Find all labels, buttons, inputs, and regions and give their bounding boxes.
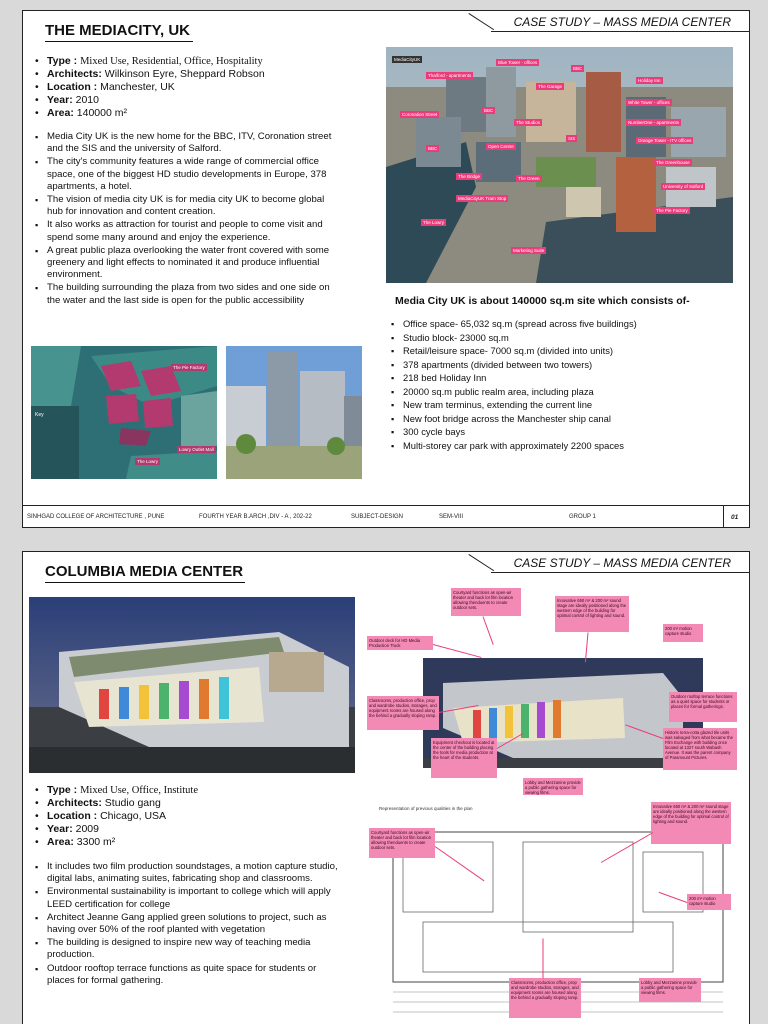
aerial-tag: BBC bbox=[428, 146, 438, 151]
info-area: • Area: 3300 m² bbox=[35, 836, 355, 849]
map-label: The Pie Factory bbox=[173, 365, 205, 370]
plaza-photo bbox=[226, 346, 362, 479]
aerial-tag: The Lowry bbox=[423, 220, 445, 225]
aerial-tag: Open Centre bbox=[488, 144, 514, 149]
footer-group: GROUP 1 bbox=[569, 514, 596, 520]
footer-subject: SUBJECT-DESIGN bbox=[351, 514, 404, 520]
map-label: The Lowry bbox=[137, 459, 159, 464]
info-architects: • Architects: Studio gang bbox=[35, 797, 355, 810]
mediacity-description-list bbox=[35, 131, 341, 308]
info-year: • Year: 2009 bbox=[35, 823, 355, 836]
plan-title: Representation of previous qualities in the plan bbox=[379, 806, 473, 811]
plaza-photo-graphic bbox=[226, 346, 362, 479]
aerial-tag: The Green bbox=[518, 176, 540, 181]
aerial-tag: SIS bbox=[568, 136, 576, 141]
info-year: • Year: 2010 bbox=[35, 94, 365, 107]
info-area: • Area: 140000 m² bbox=[35, 107, 365, 120]
header-diagonal bbox=[468, 13, 494, 30]
columbia-description-list bbox=[35, 861, 345, 988]
columbia-night-render bbox=[29, 597, 355, 773]
footer-college: SINHGAD COLLEGE OF ARCHITECTURE , PUNE bbox=[27, 514, 165, 520]
list-item: ▪ Office space- 65,032 sq.m (spread across five buildings) bbox=[391, 318, 731, 331]
case-study-label: CASE STUDY – MASS MEDIA CENTER bbox=[513, 15, 731, 29]
list-item: ▪ 378 apartments (divided between two towers) bbox=[391, 359, 731, 372]
aerial-tag: Marketing Suite bbox=[513, 248, 545, 253]
callout-box: Outdoor rooftop terrace functions as a quiet space for students or places for formal gatherings. bbox=[669, 692, 737, 722]
footer-semester: SEM-VIII bbox=[439, 514, 464, 520]
slide-footer bbox=[23, 505, 749, 528]
callout-box: Innovative 650 m² & 200 m² sound stage are ideally positioned along the western edge of the building for optimal control of lighting and sound. bbox=[555, 596, 629, 632]
callout-box: Courtyard functions as open-air theater and back lot film location allowing thenduents to create outdoor sets. bbox=[369, 828, 435, 858]
case-study-label: CASE STUDY – MASS MEDIA CENTER bbox=[513, 556, 731, 570]
list-item: ▪ The city's community features a wide range of commercial office space, one of the biggest HD studio developments in Europe, 378 apartments, a hotel. bbox=[35, 156, 341, 193]
aerial-tag: Orange Tower - ITV offices bbox=[638, 138, 692, 143]
slide-mediacity bbox=[22, 10, 750, 528]
annotated-render bbox=[363, 588, 741, 796]
title-underline bbox=[45, 41, 193, 42]
info-architects: • Architects: Wilkinson Eyre, Sheppard Robson bbox=[35, 68, 365, 81]
site-map-image bbox=[31, 346, 217, 479]
slide-title: COLUMBIA MEDIA CENTER bbox=[45, 563, 244, 580]
project-info-list bbox=[35, 784, 355, 849]
floor-plan-image bbox=[363, 802, 741, 1024]
list-item: ▪ Media City UK is the new home for the BBC, ITV, Coronation street and the SIS and the university of Salford. bbox=[35, 131, 341, 155]
list-item: ▪ Architect Jeanne Gang applied green solutions to project, such as having over 50% of the roof planted with vegetation bbox=[35, 912, 345, 936]
footer-page-number: 01 bbox=[731, 514, 739, 521]
aerial-tag: Coronation Street bbox=[402, 112, 438, 117]
aerial-tag: Blue Tower - offices bbox=[498, 60, 538, 65]
summary-title: Media City UK is about 140000 sq.m site which consists of- bbox=[395, 295, 690, 307]
mediacity-aerial-photo bbox=[386, 47, 733, 283]
list-item: ▪ New foot bridge across the Manchester ship canal bbox=[391, 413, 731, 426]
aerial-tag: BBC bbox=[573, 66, 583, 71]
callout-box: Historic terra-cotta glazed tile units was salvaged from what became the Film Exchange with building once located at 1327 south Wabash Avenue. It was the parent company of Paramount Pictures. bbox=[663, 728, 737, 770]
info-type: • Type : Mixed Use, Residential, Office, Hospitality bbox=[35, 55, 365, 68]
callout-box: 200 m² motion capture studio bbox=[663, 624, 703, 642]
map-key-title: Key bbox=[35, 412, 44, 418]
site-components-list bbox=[391, 318, 731, 453]
callout-box: Lobby and Mezzanine provide a public gathering space for viewing films. bbox=[639, 978, 701, 1002]
callout-box: Classrooms, production office, prop and wardrobe studios, storages, and equipment rooms are housed along the behind a gradually sloping ramp. bbox=[509, 978, 581, 1018]
map-label: Lowry Outlet Mall bbox=[179, 447, 214, 452]
aerial-tag: BBC bbox=[484, 108, 494, 113]
list-item: ▪ 20000 sq.m public realm area, including plaza bbox=[391, 386, 731, 399]
aerial-tag: The Pie Factory bbox=[656, 208, 688, 213]
list-item: ▪ Studio block- 23000 sq.m bbox=[391, 332, 731, 345]
list-item: ▪ It also works as attraction for tourist and people to come visit and spend some many around and enjoy the experience. bbox=[35, 219, 341, 243]
aerial-tag: The Studios bbox=[516, 120, 541, 125]
aerial-tag: MediaCityUK Tram Stop bbox=[458, 196, 507, 201]
title-underline bbox=[45, 582, 245, 583]
night-render-graphic bbox=[29, 597, 355, 773]
aerial-tag: MediaCityUK bbox=[394, 57, 421, 62]
list-item: ▪ Environmental sustainability is important to college which will apply LEED certification for college bbox=[35, 886, 345, 910]
list-item: ▪ New tram terminus, extending the current line bbox=[391, 399, 731, 412]
aerial-tag: Holiday Inn bbox=[638, 78, 661, 83]
header-rule bbox=[491, 572, 749, 573]
info-type: • Type : Mixed Use, Office, Institute bbox=[35, 784, 355, 797]
callout-box: Classrooms, production office, prop and wardrobe studios, storages, and equipment rooms are housed along the behind a gradually sloping ramp. bbox=[367, 696, 439, 730]
aerial-tag: The Greenhouse bbox=[656, 160, 690, 165]
callout-box: Innovative 650 m² & 200 m² sound stage are ideally positioned along the western edge of the building for optimal control of lighting and sound. bbox=[651, 802, 731, 844]
aerial-tag: White Tower - offices bbox=[628, 100, 670, 105]
aerial-tag: The Garage bbox=[538, 84, 563, 89]
callout-leader bbox=[543, 939, 544, 979]
list-item: ▪ The vision of media city UK is for media city UK to become global hub for innovation and content creation. bbox=[35, 194, 341, 218]
callout-box: Lobby and Mezzanine provide a public gathering space for viewing films. bbox=[523, 778, 583, 795]
header-diagonal bbox=[468, 554, 494, 571]
footer-year: FOURTH YEAR B.ARCH ,DIV - A , 202-22 bbox=[199, 514, 312, 520]
project-info-list bbox=[35, 55, 365, 120]
aerial-tag: Tha/ford - apartments bbox=[428, 73, 472, 78]
list-item: ▪ It includes two film production soundstages, a motion capture studio, digital labs, animating suites, fabricating shop and classrooms. bbox=[35, 861, 345, 885]
list-item: ▪ Multi-storey car park with approximately 2200 spaces bbox=[391, 440, 731, 453]
info-location: • Location : Manchester, UK bbox=[35, 81, 365, 94]
header-rule bbox=[491, 31, 749, 32]
list-item: ▪ A great public plaza overlooking the water front covered with some greenery and light effects to nominated it and produce influential environment. bbox=[35, 245, 341, 282]
info-location: • Location : Chicago, USA bbox=[35, 810, 355, 823]
callout-box: Equipment checkout is located at the center of the building placing the tools for media production at the heart of the students. bbox=[431, 738, 497, 778]
callout-box: Courtyard functions as open-air theater and back lot film location allowing thenduents to create outdoor sets. bbox=[451, 588, 521, 616]
list-item: ▪ Outdoor rooftop terrace functions as quite space for students or places for formal gathering. bbox=[35, 963, 345, 987]
list-item: ▪ 300 cycle bays bbox=[391, 426, 731, 439]
callout-box: 200 m² motion capture studio bbox=[687, 894, 731, 910]
slide-columbia bbox=[22, 551, 750, 1024]
slide-title: THE MEDIACITY, UK bbox=[45, 22, 191, 39]
aerial-tag: NumberOne - apartments bbox=[628, 120, 680, 125]
callout-box: Outdoor deck for HD Media Production Truck bbox=[367, 636, 433, 650]
footer-divider bbox=[723, 506, 724, 528]
aerial-tag: University of Salford bbox=[663, 184, 704, 189]
list-item: ▪ The building is designed to inspire new way of teaching media production. bbox=[35, 937, 345, 961]
aerial-tag: The Bridge bbox=[458, 174, 481, 179]
list-item: ▪ The building surrounding the plaza from two sides and one side on the water and the last side is open for the public accessibility bbox=[35, 282, 341, 306]
list-item: ▪ 218 bed Holiday Inn bbox=[391, 372, 731, 385]
list-item: ▪ Retail/leisure space- 7000 sq.m (divided into units) bbox=[391, 345, 731, 358]
